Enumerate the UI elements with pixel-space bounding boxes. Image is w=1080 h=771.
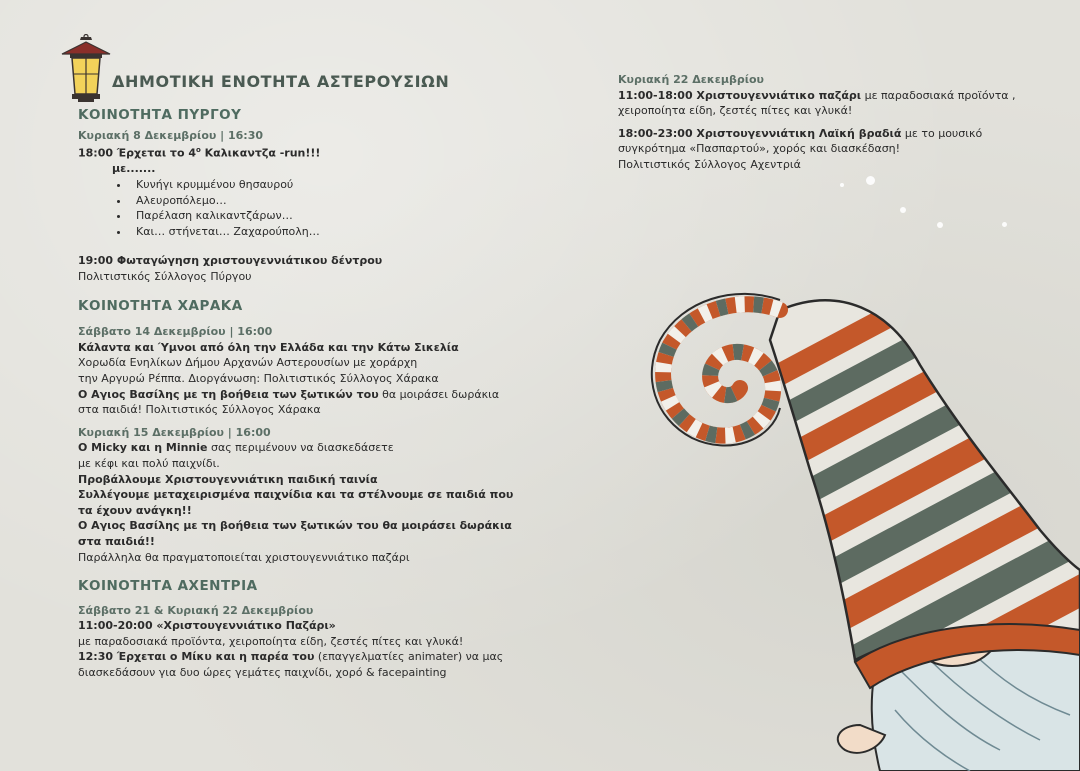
event-time: 18:00 Έρχεται το 4 — [78, 146, 196, 160]
event-line: με κέφι και πολύ παιχνίδι. — [78, 456, 220, 470]
section-title-pyrgos: ΚΟΙΝΟΤΗΤΑ ΠΥΡΓΟΥ — [78, 107, 242, 123]
event-date: Κυριακή 22 Δεκεμβρίου — [618, 73, 764, 86]
event-line — [78, 649, 518, 665]
event-line: χειροποίητα είδη, ζεστές πίτες και γλυκά! — [618, 104, 853, 118]
right-column — [618, 72, 1018, 173]
organizer: Πολιτιστικός Σύλλογος Πύργου — [78, 270, 252, 283]
event-date: Κυριακή 15 Δεκεμβρίου | 16:00 — [78, 425, 271, 439]
event-line: 19:00 Φωταγώγηση χριστουγεννιάτικου δέντρου — [78, 254, 383, 268]
section-achentrias — [78, 579, 518, 681]
event-text: (επαγγελματίες animater) να μας — [314, 650, 504, 664]
section-title-charakas: ΚΟΙΝΟΤΗΤΑ ΧΑΡΑΚΑ — [78, 297, 243, 314]
event-highlight: Ο Micky και η Minnie — [78, 441, 208, 455]
section-title-achentrias: ΚΟΙΝΟΤΗΤΑ ΑΧΕΝΤΡΙΑ — [78, 578, 258, 595]
main-title: ΔΗΜΟΤΙΚΗ ΕΝΟΤΗΤΑ ΑΣΤΕΡΟΥΣΙΩΝ — [112, 72, 450, 91]
event-date: Σάββατο 21 & Κυριακή 22 Δεκεμβρίου — [78, 603, 314, 617]
gnome-illustration — [630, 270, 1080, 771]
snow-dot — [840, 183, 844, 187]
event-line: τα έχουν ανάγκη!! — [78, 503, 192, 517]
event-line: διασκεδάσουν για δυο ώρες γεμάτες παιχνίδι, χορό & facepainting — [78, 666, 447, 680]
event-line — [618, 88, 1018, 104]
event-line — [78, 387, 518, 403]
event-headline: Κάλαντα και Ύμνοι από όλη την Ελλάδα και την Κάτω Σικελία — [78, 340, 459, 354]
superscript: ο — [196, 146, 201, 155]
event-highlight: 18:00-23:00 Χριστουγεννιάτικη Λαϊκή βραδιά — [618, 126, 902, 140]
event-text: με το μουσικό — [901, 126, 983, 140]
event-line — [78, 143, 518, 161]
list-item: • Παρέλαση καλικαντζάρων… — [130, 208, 518, 224]
event-highlight: 12:30 Έρχεται ο Μίκυ και η παρέα του — [78, 650, 315, 664]
event-date: Κυριακή 8 Δεκεμβρίου | 16:30 — [78, 128, 264, 142]
event-text: σας περιμένουν να διασκεδάσετε — [207, 441, 394, 455]
snow-dot — [937, 222, 943, 228]
event-text: Καλικαντζα -run!!! — [200, 146, 321, 160]
section-pyrgos — [78, 108, 518, 285]
event-text: θα μοιράσει δωράκια — [378, 387, 500, 401]
snow-dot — [1002, 222, 1007, 227]
event-line: συγκρότημα «Πασπαρτού», χορός και διασκέδαση! — [618, 142, 901, 156]
event-date: Σάββατο 14 Δεκεμβρίου | 16:00 — [78, 325, 273, 339]
event-highlight: Ο Αγιος Βασίλης με τη βοήθεια των ξωτικών του — [78, 387, 379, 401]
event-line: με παραδοσιακά προϊόντα, χειροποίητα είδη, ζεστές πίτες και γλυκά! — [78, 634, 464, 648]
event-line: στα παιδιά!! — [78, 534, 155, 548]
event-line: Προβάλλουμε Χριστουγεννιάτικη παιδική ταινία — [78, 472, 378, 486]
event-line: Χορωδία Ενηλίκων Δήμου Αρχανών Αστερουσίων με χοράρχη — [78, 356, 418, 370]
list-item: • Και… στήνεται… Ζαχαρούπολη… — [130, 224, 518, 240]
event-line: Συλλέγουμε μεταχειρισμένα παιχνίδια και τα στέλνουμε σε παιδιά που — [78, 488, 514, 502]
list-item: • Κυνήγι κρυμμένου θησαυρού — [130, 177, 518, 193]
event-line: στα παιδιά! Πολιτιστικός Σύλλογος Χάρακα — [78, 403, 321, 417]
event-highlight: 11:00-18:00 Χριστουγεννιάτικο παζάρι — [618, 88, 862, 102]
organizer: Πολιτιστικός Σύλλογος Αχεντριά — [618, 157, 801, 171]
event-line: Ο Αγιος Βασίλης με τη βοήθεια των ξωτικών του θα μοιράσει δωράκια — [78, 519, 512, 533]
with-label: με....... — [112, 162, 156, 176]
list-item: • Αλευροπόλεμο… — [130, 193, 518, 209]
section-charakas — [78, 299, 518, 566]
snow-dot — [900, 207, 906, 213]
event-text: με παραδοσιακά προϊόντα , — [861, 88, 1016, 102]
event-line — [618, 126, 1018, 142]
left-column — [78, 70, 518, 681]
activity-list — [78, 177, 518, 239]
snow-dot — [866, 176, 875, 185]
event-line: 11:00-20:00 «Χριστουγεννιάτικο Παζάρι» — [78, 619, 336, 633]
event-line: Παράλληλα θα πραγματοποιείται χριστουγεννιάτικο παζάρι — [78, 550, 410, 564]
event-line: την Αργυρώ Ρέππα. Διοργάνωση: Πολιτιστικός Σύλλογος Χάρακα — [78, 371, 439, 385]
event-line — [78, 440, 518, 456]
